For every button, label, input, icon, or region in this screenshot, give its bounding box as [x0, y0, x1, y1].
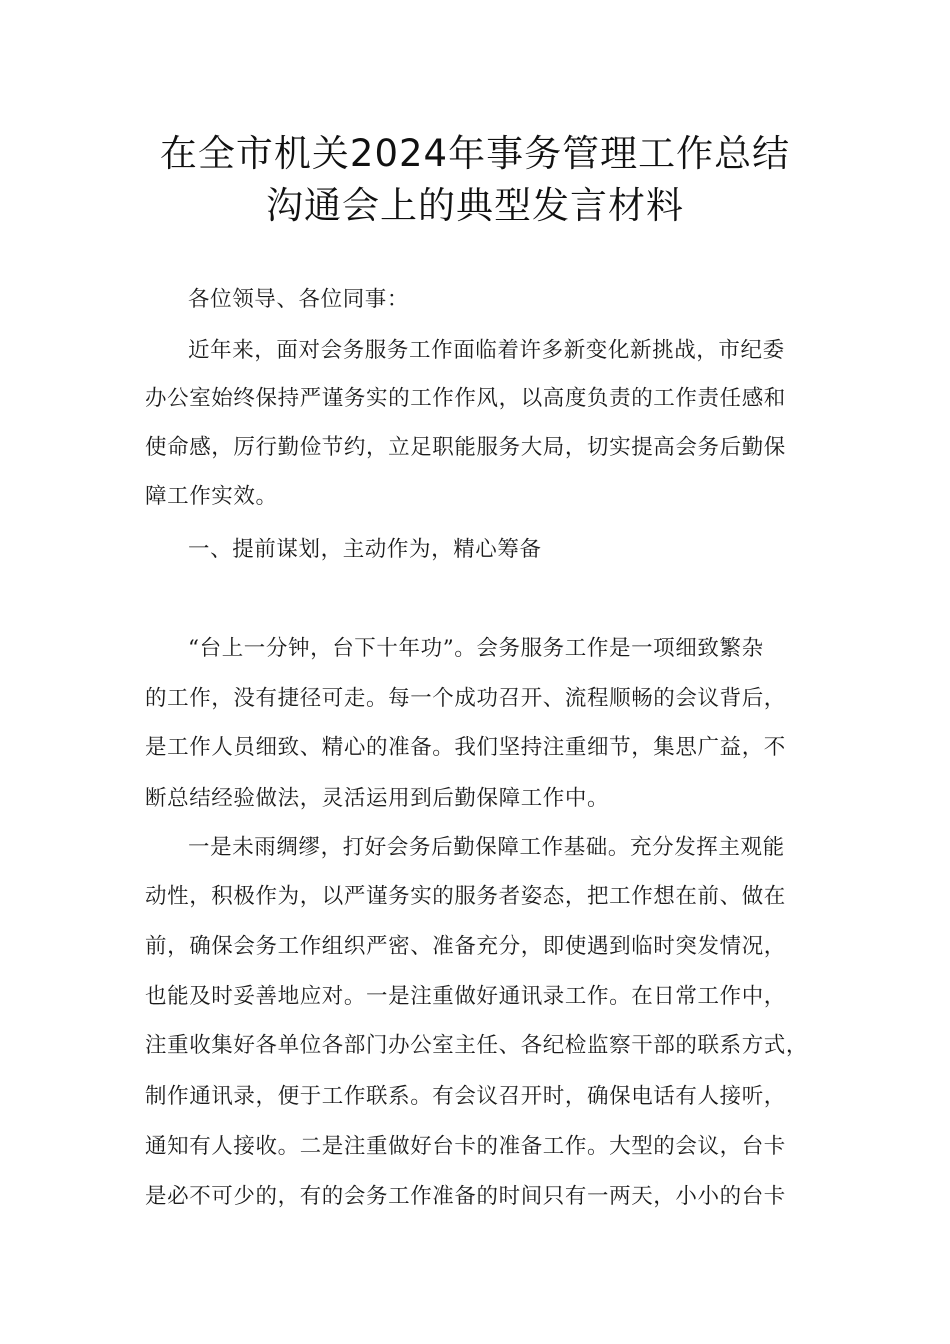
paragraph-line: 断总结经验做法，灵活运用到后勤保障工作中。 — [145, 786, 610, 811]
paragraph-line: 也能及时妥善地应对。一是注重做好通讯录工作。在日常工作中， — [145, 984, 786, 1009]
paragraph-line: 动性，积极作为，以严谨务实的服务者姿态，把工作想在前、做在 — [145, 884, 786, 909]
paragraph-line: 的工作，没有捷径可走。每一个成功召开、流程顺畅的会议背后， — [145, 686, 786, 711]
paragraph-line: 办公室始终保持严谨务实的工作作风，以高度负责的工作责任感和 — [145, 386, 786, 411]
section-heading: 一、提前谋划，主动作为，精心筹备 — [188, 537, 542, 562]
document-title-line-1: 在全市机关2024年事务管理工作总结 — [159, 132, 791, 175]
paragraph-line: 制作通讯录，便于工作联系。有会议召开时，确保电话有人接听， — [145, 1084, 786, 1109]
document-title-line-2: 沟通会上的典型发言材料 — [266, 184, 684, 227]
paragraph-line: 注重收集好各单位各部门办公室主任、各纪检监察干部的联系方式， — [145, 1033, 809, 1058]
paragraph-line: 通知有人接收。二是注重做好台卡的准备工作。大型的会议，台卡 — [145, 1134, 786, 1159]
paragraph-line: 一是未雨绸缪，打好会务后勤保障工作基础。充分发挥主观能 — [188, 835, 785, 860]
paragraph-line: 使命感，厉行勤俭节约，立足职能服务大局，切实提高会务后勤保 — [145, 435, 786, 460]
salutation: 各位领导、各位同事： — [188, 287, 410, 312]
paragraph-line: 前，确保会务工作组织严密、准备充分，即使遇到临时突发情况， — [145, 934, 786, 959]
paragraph-line: “台上一分钟，台下十年功”。会务服务工作是一项细致繁杂 — [188, 636, 764, 661]
paragraph-line: 是工作人员细致、精心的准备。我们坚持注重细节，集思广益，不 — [145, 735, 786, 760]
paragraph-line: 近年来，面对会务服务工作面临着许多新变化新挑战，市纪委 — [188, 338, 785, 363]
paragraph-line: 是必不可少的，有的会务工作准备的时间只有一两天，小小的台卡 — [145, 1184, 786, 1209]
paragraph-line: 障工作实效。 — [145, 484, 278, 509]
